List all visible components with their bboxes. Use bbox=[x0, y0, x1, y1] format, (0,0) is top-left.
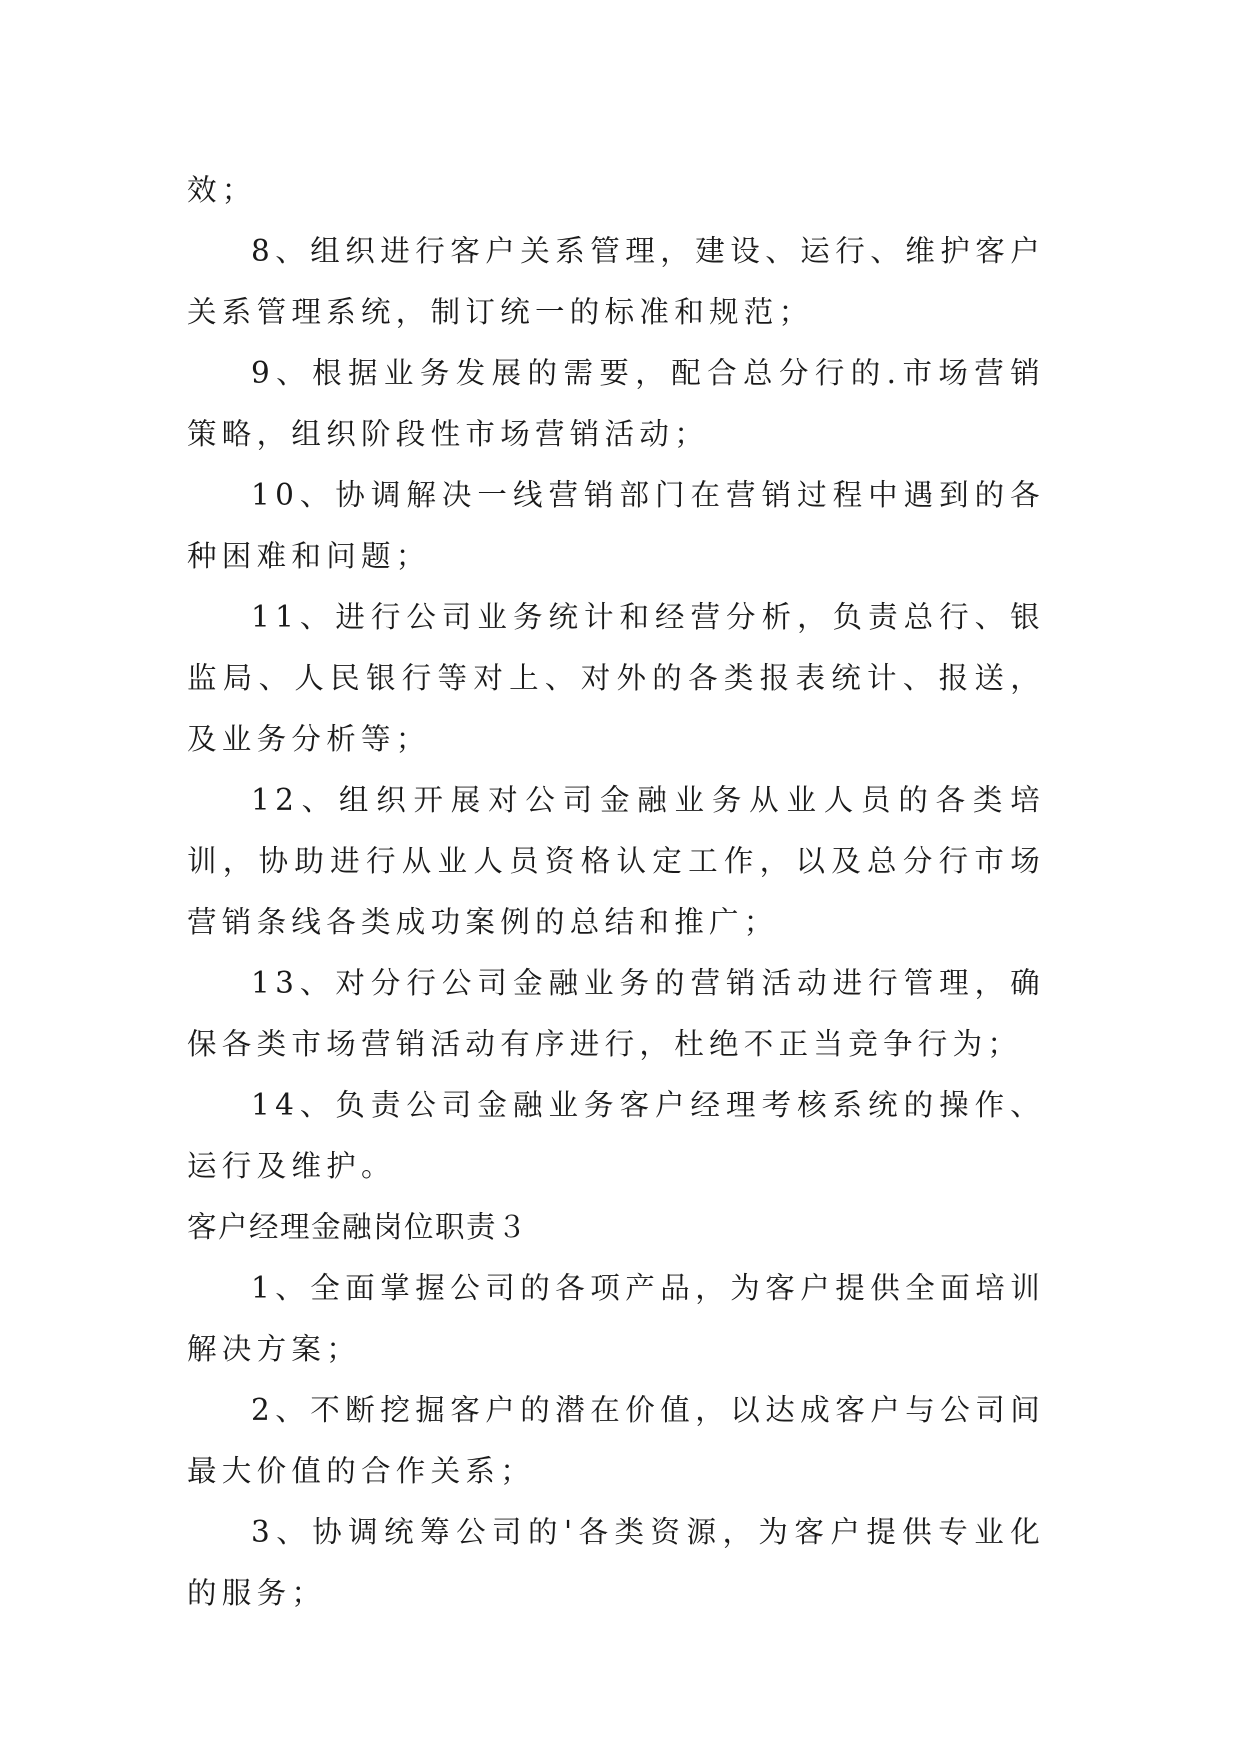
paragraph-item-2: 2、不断挖掘客户的潜在价值，以达成客户与公司间最大价值的合作关系； bbox=[187, 1393, 1045, 1488]
paragraph-item-13: 13、对分行公司金融业务的营销活动进行管理，确保各类市场营销活动有序进行，杜绝不正当竞争行为； bbox=[187, 966, 1045, 1061]
paragraph-item-8: 8、组织进行客户关系管理，建设、运行、维护客户关系管理系统，制订统一的标准和规范； bbox=[187, 234, 1045, 329]
document-body bbox=[187, 160, 1045, 1624]
paragraph-item-9: 9、根据业务发展的需要，配合总分行的.市场营销策略，组织阶段性市场营销活动； bbox=[187, 356, 1045, 451]
paragraph-item-1: 1、全面掌握公司的各项产品，为客户提供全面培训解决方案； bbox=[187, 1271, 1045, 1366]
paragraph-item-10: 10、协调解决一线营销部门在营销过程中遇到的各种困难和问题； bbox=[187, 478, 1045, 573]
paragraph-item-14: 14、负责公司金融业务客户经理考核系统的操作、运行及维护。 bbox=[187, 1088, 1045, 1183]
paragraph-item-3: 3、协调统筹公司的'各类资源，为客户提供专业化的服务； bbox=[187, 1515, 1045, 1610]
paragraph-item-12: 12、组织开展对公司金融业务从业人员的各类培训，协助进行从业人员资格认定工作，以及总分行市场营销条线各类成功案例的总结和推广； bbox=[187, 783, 1045, 939]
section-heading: 客户经理金融岗位职责３ bbox=[187, 1210, 529, 1244]
paragraph-continuation: 效； bbox=[187, 173, 257, 207]
paragraph-item-11: 11、进行公司业务统计和经营分析，负责总行、银监局、人民银行等对上、对外的各类报表统计、报送，及业务分析等； bbox=[187, 600, 1045, 756]
